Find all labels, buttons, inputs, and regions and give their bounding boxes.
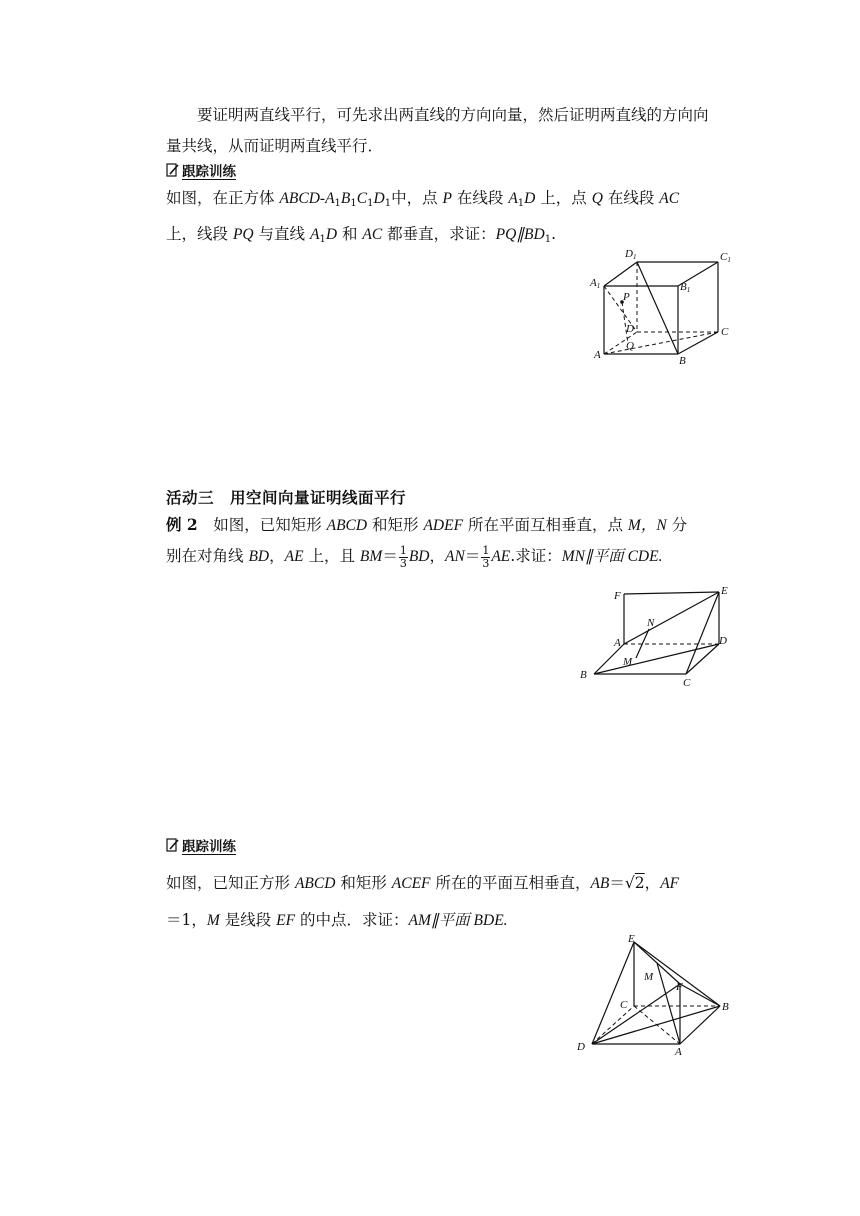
label-E: E (721, 585, 728, 597)
pyramid-figure (572, 928, 738, 1058)
label-C1: C1 (720, 251, 731, 264)
exercise-2-text: 如图，已知正方形 ABCD 和矩形 ACEF 所在的平面互相垂直，AB＝√2，AF ＝1，M 是线段 EF 的中点．求证：AM∥平面 BDE. (166, 874, 680, 929)
pencil-icon (166, 837, 180, 853)
example-2-text: 例 2 如图，已知矩形 ABCD 和矩形 ADEF 所在平面互相垂直，点 M，N 分 别在对角线 BD，AE 上，且 BM＝ $\frac{1}{3}$ BD，AN＝ $\frac{1}{3}$ AE.求证：MN∥平面 CDE. (166, 515, 688, 570)
label-N: N (647, 617, 655, 629)
training-label-text: 跟踪训练 (182, 164, 236, 180)
intro-line-2: 量共线，从而证明两直线平行． (166, 137, 384, 155)
label-D: D (719, 635, 727, 647)
label-B: B (679, 355, 686, 367)
label-M: M (623, 656, 633, 668)
label-D: D (577, 1041, 585, 1053)
pencil-icon (166, 162, 180, 178)
example-label: 例 2 (166, 515, 198, 534)
label-Q: Q (626, 340, 634, 352)
label-C: C (620, 999, 628, 1011)
intro-line-1: 要证明两直线平行，可先求出两直线的方向向量，然后证明两直线的方向向 (197, 106, 709, 124)
activity-3-heading: 活动三 用空间向量证明线面平行 (166, 489, 407, 507)
label-A: A (594, 349, 601, 361)
label-M: M (644, 971, 654, 983)
exercise-1-text: 如图，在正方体 ABCD-$A_1B_1C_1D_1$中，点 P 在线段 $A_1D$ 上，点 Q 在线段 AC 上，线段 PQ 与直线 $A_1D$ 和 AC 都垂直，求证：$PQ\parallel BD_1$. (166, 189, 680, 245)
label-F: F (614, 590, 621, 602)
label-F: F (676, 981, 683, 993)
training-label-2 (166, 835, 236, 855)
label-D: D (626, 323, 634, 335)
label-E: E (628, 933, 635, 945)
label-A: A (614, 637, 621, 649)
label-B: B (580, 669, 587, 681)
cube-figure (588, 244, 738, 372)
intro-paragraph (166, 100, 732, 162)
label-D1: D1 (625, 248, 637, 261)
label-C: C (683, 677, 691, 689)
label-B1: B1 (680, 281, 691, 294)
training-label-1 (166, 160, 236, 180)
training-label-text: 跟踪训练 (182, 839, 236, 855)
label-P: P (623, 291, 630, 303)
rectangles-figure (576, 582, 736, 692)
sqrt-symbol: √2 (624, 874, 645, 892)
label-A1: A1 (590, 277, 601, 290)
label-C: C (721, 326, 729, 338)
fraction-one-third: $\frac{1}{3}$ (399, 543, 407, 570)
label-B: B (722, 1001, 729, 1013)
label-A: A (675, 1046, 682, 1058)
